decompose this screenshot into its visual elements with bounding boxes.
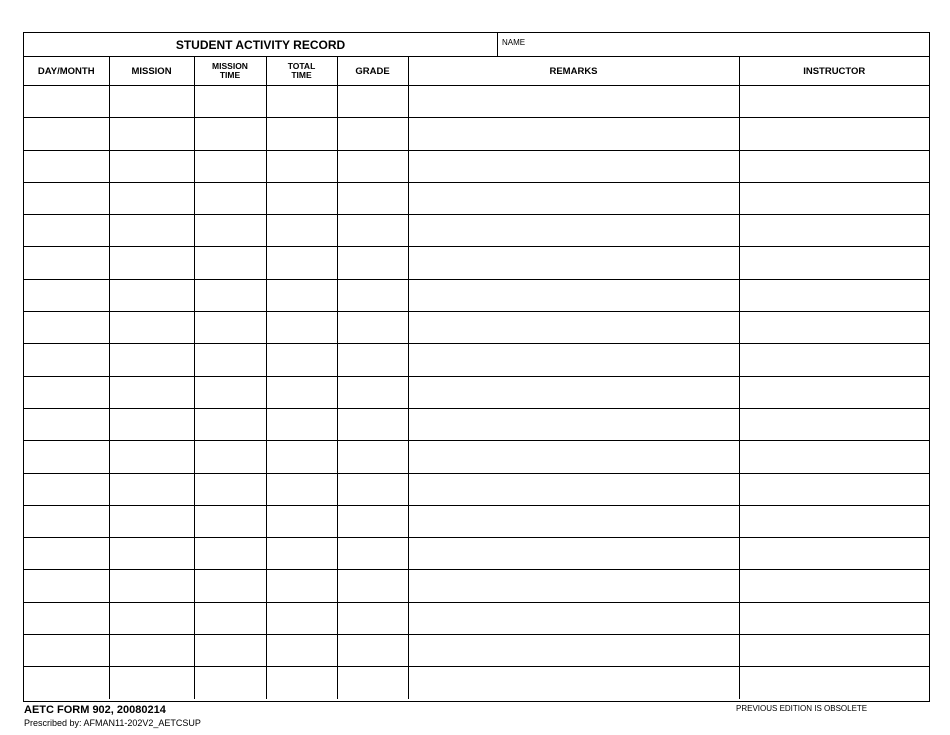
cell-remarks[interactable] [408,667,739,699]
cell-mission[interactable] [109,376,194,408]
cell-remarks[interactable] [408,247,739,279]
cell-mission[interactable] [109,182,194,214]
cell-mission[interactable] [109,344,194,376]
cell-total-time[interactable] [266,473,337,505]
cell-day-month[interactable] [24,86,109,118]
cell-day-month[interactable] [24,473,109,505]
table-row [24,344,929,376]
cell-instructor[interactable] [739,182,929,214]
table-row [24,376,929,408]
cell-mission-time[interactable] [194,376,266,408]
table-row [24,247,929,279]
table-row [24,312,929,344]
cell-mission-time[interactable] [194,312,266,344]
cell-instructor[interactable] [739,247,929,279]
table-row [24,118,929,150]
cell-mission-time[interactable] [194,150,266,182]
cell-day-month[interactable] [24,408,109,440]
cell-remarks[interactable] [408,182,739,214]
cell-grade[interactable] [337,473,408,505]
cell-remarks[interactable] [408,312,739,344]
cell-total-time[interactable] [266,312,337,344]
cell-instructor[interactable] [739,86,929,118]
cell-total-time[interactable] [266,408,337,440]
cell-total-time[interactable] [266,505,337,537]
cell-mission[interactable] [109,473,194,505]
cell-instructor[interactable] [739,376,929,408]
cell-mission[interactable] [109,312,194,344]
cell-grade[interactable] [337,602,408,634]
column-header-total-time: TOTAL TIME [266,57,337,86]
cell-remarks[interactable] [408,279,739,311]
cell-grade[interactable] [337,215,408,247]
cell-remarks[interactable] [408,215,739,247]
cell-instructor[interactable] [739,635,929,667]
cell-remarks[interactable] [408,408,739,440]
cell-mission[interactable] [109,118,194,150]
cell-mission-time[interactable] [194,473,266,505]
cell-instructor[interactable] [739,538,929,570]
form-title: STUDENT ACTIVITY RECORD [24,33,498,56]
cell-instructor[interactable] [739,570,929,602]
cell-remarks[interactable] [408,86,739,118]
name-label: NAME [502,38,526,47]
cell-total-time[interactable] [266,86,337,118]
cell-remarks[interactable] [408,344,739,376]
cell-instructor[interactable] [739,312,929,344]
column-header-day-month: DAY/MONTH [24,57,109,86]
table-row [24,667,929,699]
cell-grade[interactable] [337,376,408,408]
table-row [24,538,929,570]
cell-remarks[interactable] [408,150,739,182]
cell-day-month[interactable] [24,538,109,570]
cell-instructor[interactable] [739,150,929,182]
table-row [24,505,929,537]
cell-mission[interactable] [109,279,194,311]
cell-instructor[interactable] [739,505,929,537]
form-number: AETC FORM 902, 20080214 [24,704,166,716]
student-activity-record-form [23,32,930,702]
cell-remarks[interactable] [408,602,739,634]
cell-total-time[interactable] [266,279,337,311]
table-row [24,408,929,440]
cell-total-time[interactable] [266,376,337,408]
cell-grade[interactable] [337,635,408,667]
cell-mission-time[interactable] [194,667,266,699]
cell-remarks[interactable] [408,538,739,570]
cell-instructor[interactable] [739,408,929,440]
cell-mission-time[interactable] [194,538,266,570]
cell-mission-time[interactable] [194,344,266,376]
table-row [24,473,929,505]
table-row [24,150,929,182]
cell-total-time[interactable] [266,538,337,570]
cell-day-month[interactable] [24,279,109,311]
cell-total-time[interactable] [266,635,337,667]
cell-total-time[interactable] [266,667,337,699]
cell-remarks[interactable] [408,473,739,505]
cell-instructor[interactable] [739,667,929,699]
cell-mission[interactable] [109,570,194,602]
cell-mission-time[interactable] [194,182,266,214]
cell-mission[interactable] [109,602,194,634]
cell-mission[interactable] [109,150,194,182]
cell-grade[interactable] [337,667,408,699]
cell-mission-time[interactable] [194,279,266,311]
cell-day-month[interactable] [24,312,109,344]
cell-day-month[interactable] [24,215,109,247]
table-row [24,86,929,118]
cell-total-time[interactable] [266,182,337,214]
cell-instructor[interactable] [739,602,929,634]
cell-instructor[interactable] [739,441,929,473]
form-title-row [24,33,929,57]
column-header-grade: GRADE [337,57,408,86]
column-header-instructor: INSTRUCTOR [739,57,929,86]
cell-grade[interactable] [337,118,408,150]
cell-total-time[interactable] [266,247,337,279]
cell-day-month[interactable] [24,570,109,602]
cell-day-month[interactable] [24,635,109,667]
cell-remarks[interactable] [408,441,739,473]
cell-day-month[interactable] [24,441,109,473]
cell-day-month[interactable] [24,247,109,279]
cell-grade[interactable] [337,312,408,344]
cell-mission-time[interactable] [194,86,266,118]
cell-grade[interactable] [337,570,408,602]
cell-mission[interactable] [109,215,194,247]
cell-mission[interactable] [109,247,194,279]
cell-mission[interactable] [109,667,194,699]
table-row [24,570,929,602]
cell-mission[interactable] [109,408,194,440]
cell-grade[interactable] [337,538,408,570]
cell-grade[interactable] [337,150,408,182]
cell-mission[interactable] [109,505,194,537]
cell-total-time[interactable] [266,344,337,376]
cell-mission-time[interactable] [194,408,266,440]
cell-mission[interactable] [109,538,194,570]
table-body [24,86,929,699]
cell-remarks[interactable] [408,505,739,537]
cell-mission[interactable] [109,441,194,473]
cell-grade[interactable] [337,408,408,440]
cell-instructor[interactable] [739,473,929,505]
cell-day-month[interactable] [24,505,109,537]
table-row [24,635,929,667]
cell-instructor[interactable] [739,344,929,376]
table-row [24,602,929,634]
table-row [24,182,929,214]
cell-total-time[interactable] [266,602,337,634]
table-row [24,279,929,311]
cell-instructor[interactable] [739,215,929,247]
cell-instructor[interactable] [739,118,929,150]
cell-mission-time[interactable] [194,570,266,602]
cell-total-time[interactable] [266,441,337,473]
cell-day-month[interactable] [24,602,109,634]
column-header-mission: MISSION [109,57,194,86]
cell-total-time[interactable] [266,150,337,182]
cell-day-month[interactable] [24,118,109,150]
cell-mission-time[interactable] [194,602,266,634]
table-row [24,441,929,473]
column-header-remarks: REMARKS [408,57,739,86]
edition-note: PREVIOUS EDITION IS OBSOLETE [736,704,868,713]
table-row [24,215,929,247]
cell-remarks[interactable] [408,635,739,667]
cell-mission-time[interactable] [194,505,266,537]
cell-remarks[interactable] [408,570,739,602]
cell-grade[interactable] [337,86,408,118]
cell-day-month[interactable] [24,182,109,214]
activity-table [24,57,929,699]
cell-day-month[interactable] [24,150,109,182]
cell-instructor[interactable] [739,279,929,311]
cell-grade[interactable] [337,279,408,311]
cell-grade[interactable] [337,441,408,473]
cell-grade[interactable] [337,505,408,537]
cell-day-month[interactable] [24,667,109,699]
cell-remarks[interactable] [408,118,739,150]
cell-day-month[interactable] [24,344,109,376]
cell-mission-time[interactable] [194,441,266,473]
prescribed-by: Prescribed by: AFMAN11-202V2_AETCSUP [24,718,201,728]
cell-mission[interactable] [109,86,194,118]
cell-day-month[interactable] [24,376,109,408]
cell-grade[interactable] [337,344,408,376]
cell-grade[interactable] [337,247,408,279]
cell-total-time[interactable] [266,215,337,247]
cell-grade[interactable] [337,182,408,214]
cell-total-time[interactable] [266,570,337,602]
cell-mission-time[interactable] [194,215,266,247]
cell-mission-time[interactable] [194,118,266,150]
cell-mission[interactable] [109,635,194,667]
table-header-row [24,57,929,86]
cell-total-time[interactable] [266,118,337,150]
cell-remarks[interactable] [408,376,739,408]
cell-mission-time[interactable] [194,247,266,279]
cell-mission-time[interactable] [194,635,266,667]
name-field[interactable] [498,33,929,56]
column-header-mission-time: MISSION TIME [194,57,266,86]
